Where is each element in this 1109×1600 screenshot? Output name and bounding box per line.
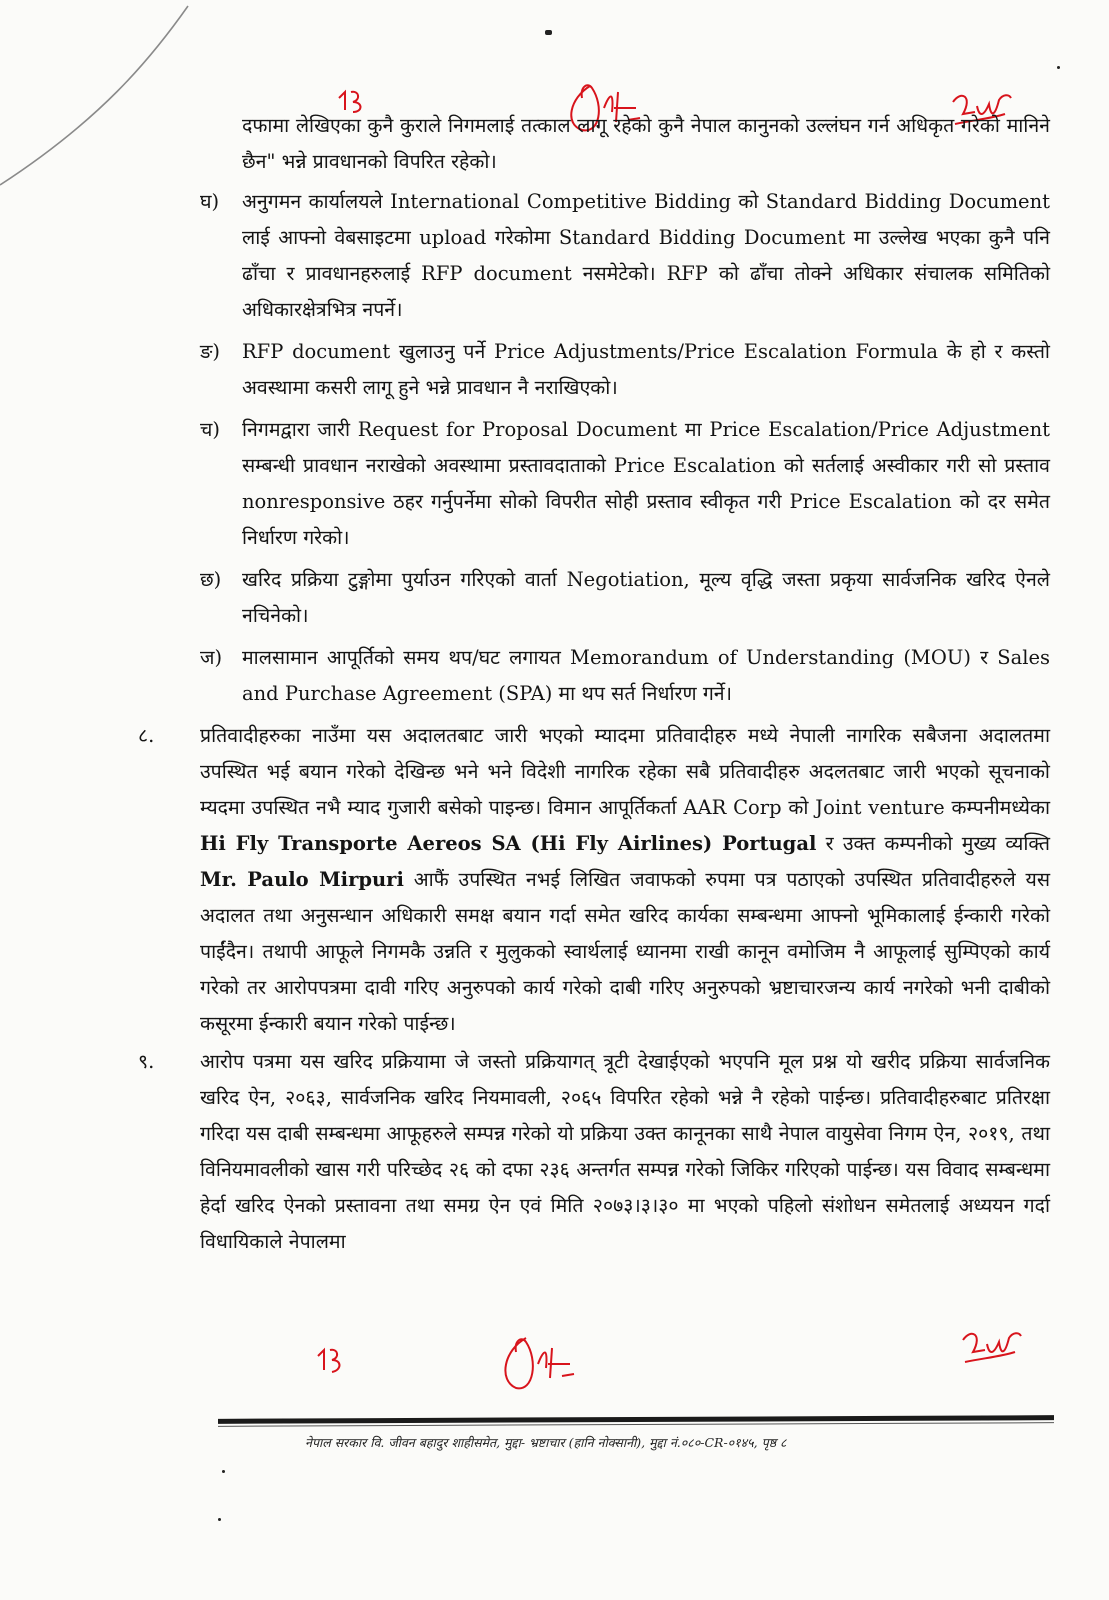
paragraph-9	[138, 1044, 1050, 1260]
list-item-label: ङ)	[200, 340, 221, 363]
list-item-label: घ)	[200, 190, 220, 213]
document-body	[138, 108, 1051, 1262]
scan-speck	[222, 1470, 225, 1473]
paragraph-text: आफैं उपस्थित नभई लिखित जवाफको रुपमा पत्र पठाएको उपस्थित प्रतिवादीहरुले यस अदालत तथा अनुसन्धान अधिकारी समक्ष बयान गर्दा समेत खरिद कार्यका सम्बन्धमा आफ्नो भूमिकालाई ईन्कारी गरेको पाईंदैन। तथापी आफूले निगमकै उन्नति र मुलुकको स्वार्थलाई ध्यानमा राखी कानून वमोजिम नै आफूलाई सुम्पिएको कार्य गरेको तर आरोपपत्रमा दावी गरिए अनुरुपको कार्य गरेको दाबी गरिए अनुरुपको भ्रष्टाचारजन्य कार्य नगरेको भनी दाबीको कसूरमा ईन्कारी बयान गरेको पाईन्छ।	[200, 868, 1051, 1035]
list-item-label: छ)	[200, 568, 222, 591]
list-item-text: मालसामान आपूर्तिको समय थप/घट लगायत Memorandum of Understanding (MOU) र Sales and Purchase Agreement (SPA) मा थप सर्त निर्धारण गर्ने।	[242, 646, 1050, 705]
paragraph-bold-text: Mr. Paulo Mirpuri	[200, 868, 404, 891]
scan-speck	[1057, 66, 1060, 69]
paragraph-8	[138, 718, 1051, 1042]
handwritten-initials-bottom-right	[955, 1326, 1025, 1370]
handwritten-initials-bottom-left	[312, 1346, 352, 1382]
paragraph-number: ९.	[138, 1050, 155, 1073]
list-item	[200, 334, 1050, 406]
list-item-text: निगमद्वारा जारी Request for Proposal Document मा Price Escalation/Price Adjustment सम्बन्धी प्रावधान नराखेको अवस्थामा प्रस्तावदाताको Price Escalation को सर्तलाई अस्वीकार गरी सो प्रस्ताव nonresponsive ठहर गर्नुपर्नेमा सोको विपरीत सोही प्रस्ताव स्वीकृत गरी Price Escalation को दर समेत निर्धारण गरेको।	[242, 418, 1050, 549]
list-item-text: अनुगमन कार्यालयले International Competitive Bidding को Standard Bidding Document लाई आफ्नो वेबसाइटमा upload गरेकोमा Standard Bidding Document मा उल्लेख भएका कुनै पनि ढाँचा र प्रावधानहरुलाई RFP document नसमेटेको। RFP को ढाँचा तोक्ने अधिकार संचालक समितिको अधिकारक्षेत्रभित्र नपर्ने।	[242, 190, 1050, 321]
paragraph-text: र उक्त कम्पनीको मुख्य व्यक्ति	[816, 832, 1050, 855]
paragraph-number: ८.	[138, 724, 155, 747]
scan-speck	[218, 1518, 221, 1521]
list-item-label: च)	[200, 418, 220, 441]
intro-paragraph: दफामा लेखिएका कुनै कुराले निगमलाई तत्काल लागू रहेको कुनै नेपाल कानुनको उल्लंघन गर्न अधिकृत गरेको मानिने छैन" भन्ने प्रावधानको विपरित रहेको।	[242, 114, 1050, 173]
list-item-label: ज)	[200, 646, 223, 669]
paragraph-text: आरोप पत्रमा यस खरिद प्रक्रियामा जे जस्तो प्रक्रियागत् त्रूटी देखाईएको भएपनि मूल प्रश्न यो खरीद प्रक्रिया सार्वजनिक खरिद ऐन, २०६३, सार्वजनिक खरिद नियमावली, २०६५ विपरित रहेको भन्ने नै रहेको पाईन्छ। प्रतिवादीहरुबाट प्रतिरक्षा गरिदा यस दाबी सम्बन्धमा आफूहरुले सम्पन्न गरेको यो प्रक्रिया उक्त कानूनका साथै नेपाल वायुसेवा निगम ऐन, २०१९, तथा विनियमावलीको खास गरी परिच्छेद २६ को दफा २३६ अन्तर्गत सम्पन्न गरेको जिकिर गरिएको पाईन्छ। यस विवाद सम्बन्धमा हेर्दा खरिद ऐनको प्रस्तावना तथा समग्र ऐन एवं मिति २०७३।३।३० मा भएको पहिलो संशोधन समेतलाई अध्ययन गर्दा विधायिकाले नेपालमा	[200, 1050, 1050, 1253]
page-footer: नेपाल सरकार वि. जीवन बहादुर शाहीसमेत, मुद्दा- भ्रष्टाचार (हानि नोक्सानी), मुद्दा नं.०८०-CR-०१४५, पृष्ठ ८	[305, 1435, 787, 1450]
list-item-text: खरिद प्रक्रिया टुङ्गोमा पुर्याउन गरिएको वार्ता Negotiation, मूल्य वृद्धि जस्ता प्रकृया सार्वजनिक खरिद ऐनले नचिनेको।	[242, 568, 1050, 627]
handwritten-signature-bottom-center	[490, 1330, 580, 1396]
margin-pencil-line	[0, 0, 200, 200]
paragraph-text: प्रतिवादीहरुका नाउँमा यस अदालतबाट जारी भएको म्यादमा प्रतिवादीहरु मध्ये नेपाली नागरिक सबैजना अदालतमा उपस्थित भई बयान गरेको देखिन्छ भने भने विदेशी नागरिक रहेका सबै प्रतिवादीहरु अदलतबाट जारी भएको सूचनाको म्यदमा उपस्थित नभै म्याद गुजारी बसेको पाइन्छ। विमान आपूर्तिकर्ता AAR Corp को Joint venture कम्पनीमध्येका	[200, 724, 1050, 819]
scan-speck	[545, 30, 552, 35]
list-item	[200, 640, 1050, 712]
list-item	[200, 562, 1050, 634]
list-item	[200, 184, 1050, 328]
list-item-text: RFP document खुलाउनु पर्ने Price Adjustments/Price Escalation Formula के हो र कस्तो अवस्थामा कसरी लागू हुने भन्ने प्रावधान नै नराखिएको।	[242, 340, 1050, 399]
paragraph-bold-text: Hi Fly Transporte Aereos SA (Hi Fly Airlines) Portugal	[200, 832, 817, 855]
list-item	[200, 412, 1050, 556]
